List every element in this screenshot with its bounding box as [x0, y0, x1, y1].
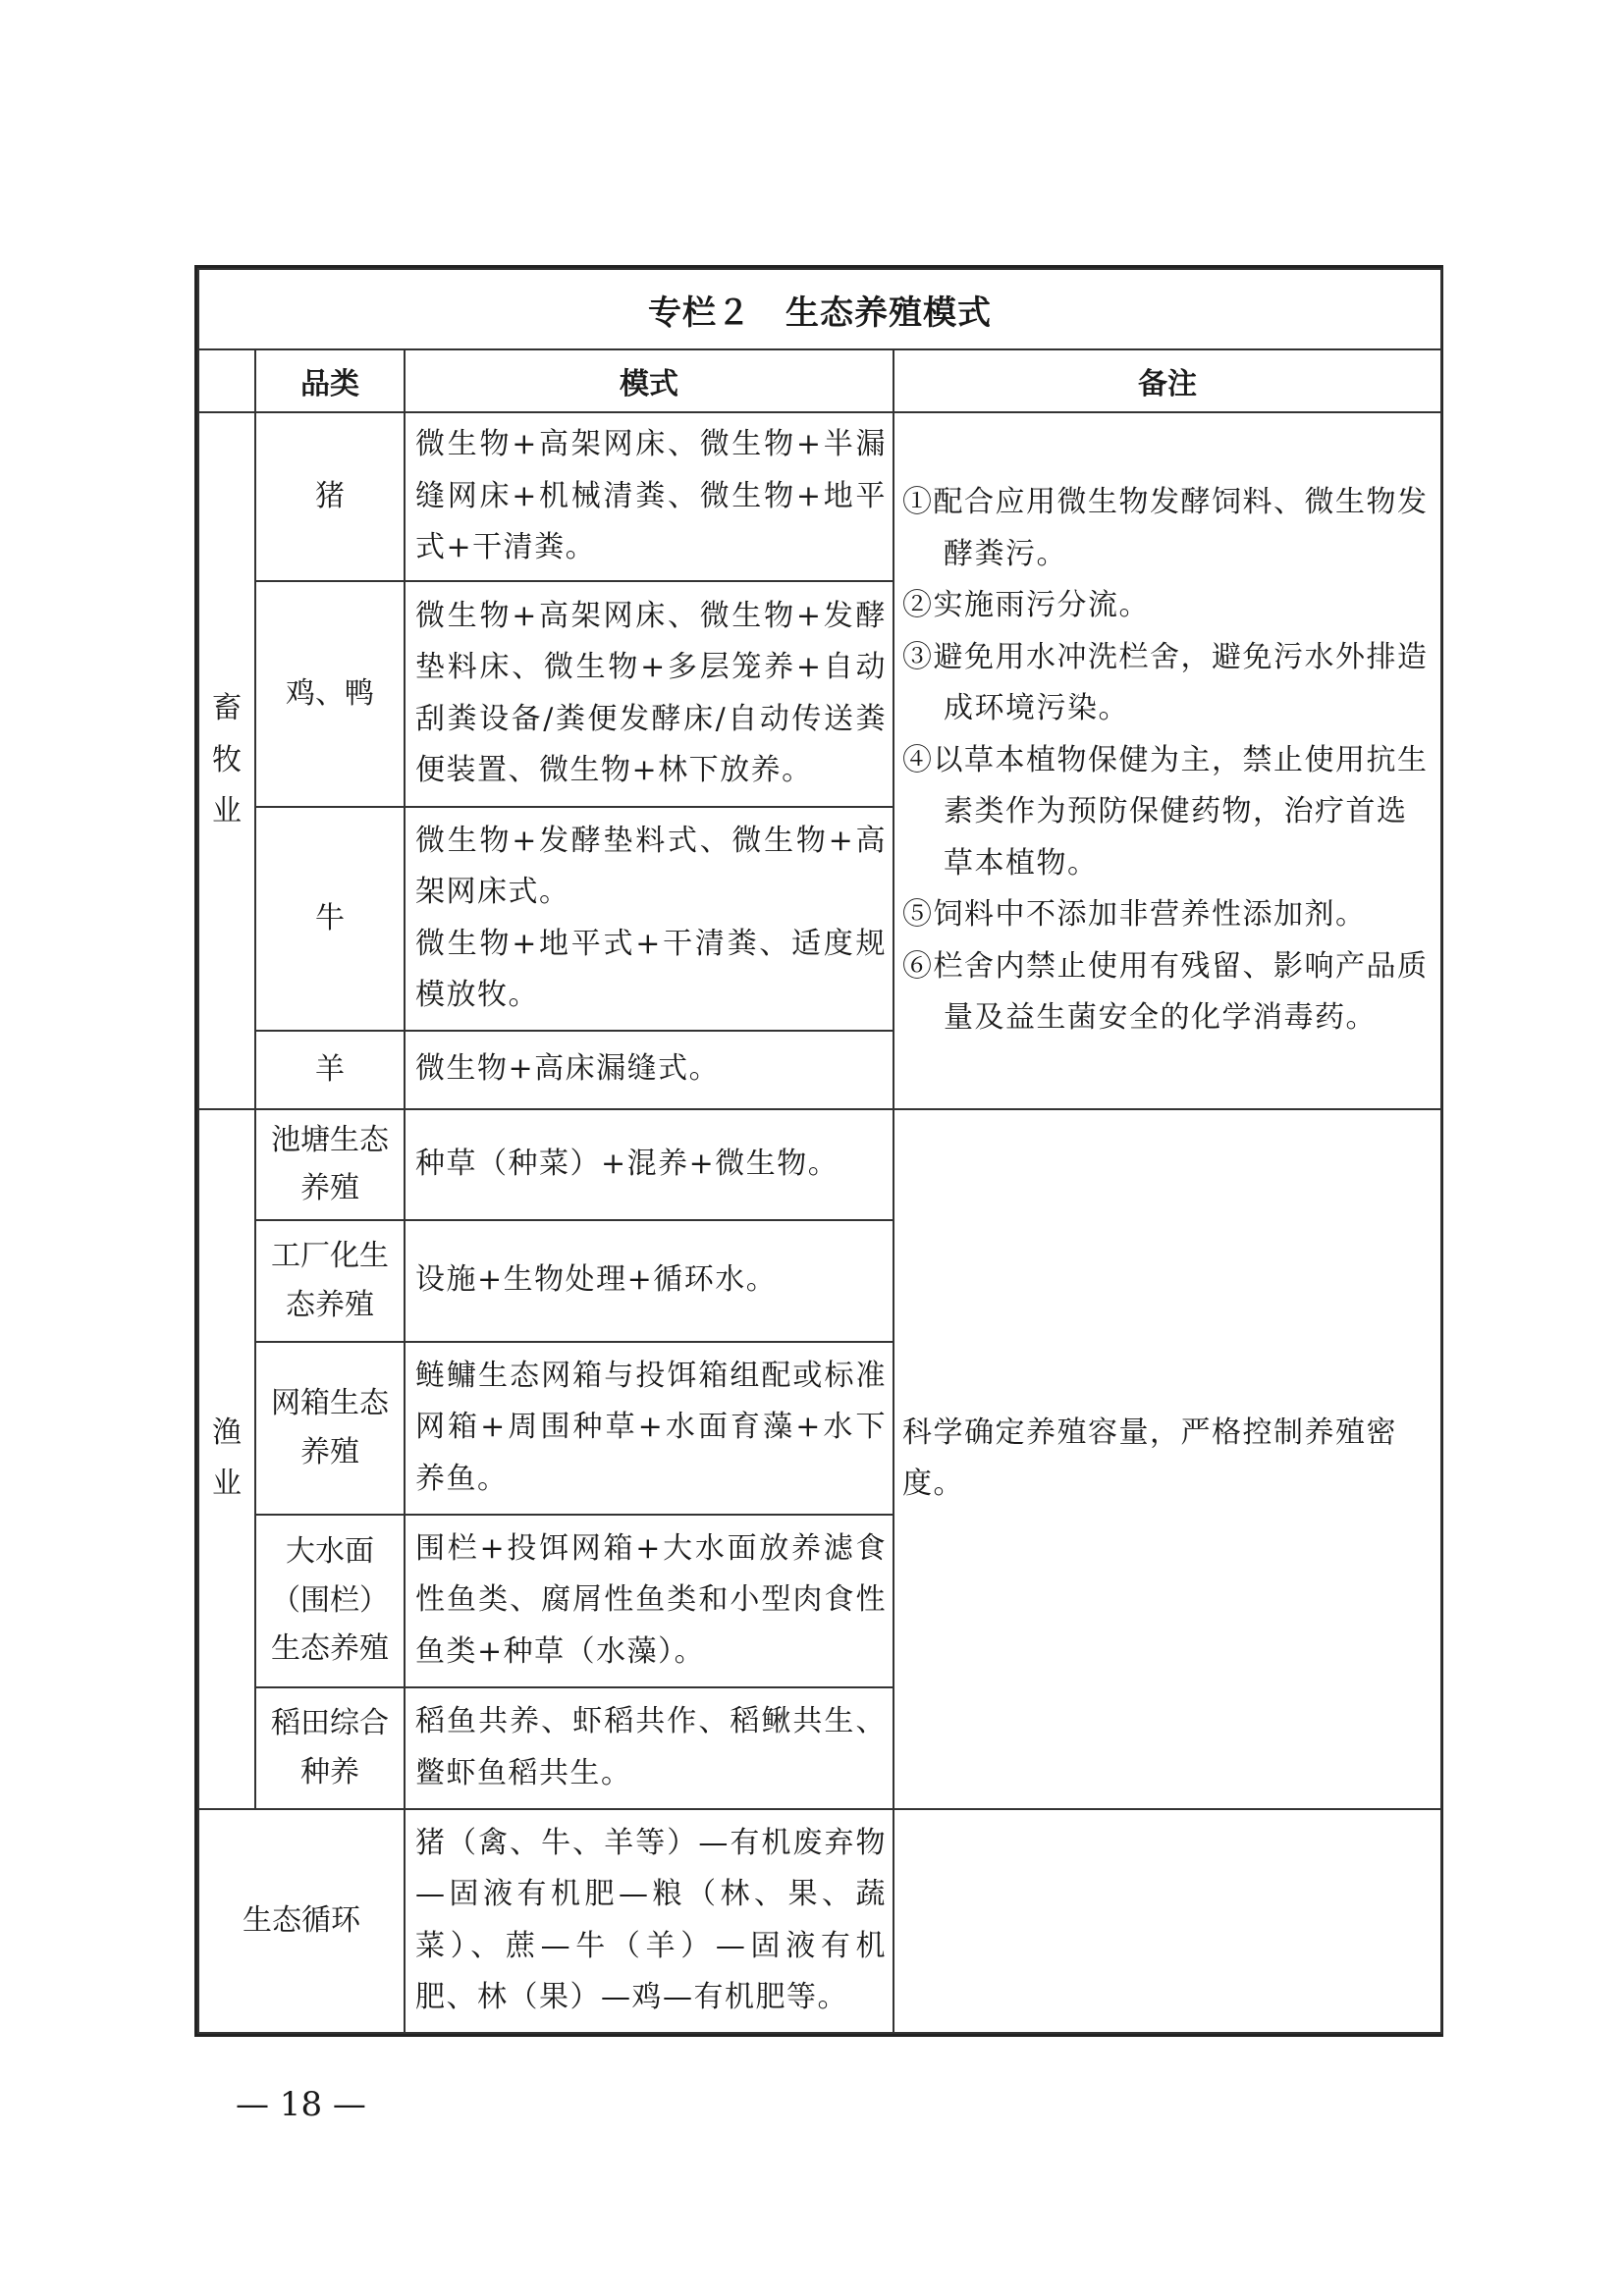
fishery-note: 科学确定养殖容量，严格控制养殖密度。	[893, 1109, 1441, 1809]
eco-breeding-table	[197, 268, 1442, 2034]
item-cell: 羊	[255, 1031, 405, 1109]
header-category: 品类	[255, 349, 405, 412]
mode-cell: 鲢鳙生态网箱与投饵箱组配或标准网箱+周围种草+水面育藻+水下养鱼。	[405, 1342, 893, 1515]
item-cell: 大水面（围栏）生态养殖	[255, 1515, 405, 1687]
mode-cell: 微生物+高架网床、微生物+发酵垫料床、微生物+多层笼养+自动刮粪设备/粪便发酵床/自动传送粪便装置、微生物+林下放养。	[405, 581, 893, 807]
section-label-text: 渔业	[212, 1415, 242, 1501]
mode-cell: 稻鱼共养、虾稻共作、稻鳅共生、鳖虾鱼稻共生。	[405, 1687, 893, 1809]
mode-cell: 设施+生物处理+循环水。	[405, 1220, 893, 1342]
item-cell: 工厂化生态养殖	[255, 1220, 405, 1342]
mode-cell: 微生物+高架网床、微生物+半漏缝网床+机械清粪、微生物+地平式+干清粪。	[405, 412, 893, 581]
page-number: — 18 —	[236, 2085, 366, 2124]
note-item: ⑤饲料中不添加非营养性添加剂。	[902, 897, 1367, 932]
table-row	[198, 412, 1441, 581]
note-item: ③避免用水冲洗栏舍，避免污水外排造成环境污染。	[902, 639, 1429, 725]
item-cell: 牛	[255, 807, 405, 1031]
mode-cell	[405, 807, 893, 1031]
cycle-note	[893, 1809, 1441, 2033]
note-item: ⑥栏舍内禁止使用有残留、影响产品质量及益生菌安全的化学消毒药。	[902, 948, 1429, 1035]
mode-line: 微生物+地平式+干清粪、适度规模放牧。	[415, 926, 887, 1012]
table-title: 专栏２ 生态养殖模式	[198, 269, 1441, 349]
item-cell: 网箱生态养殖	[255, 1342, 405, 1515]
item-cell: 猪	[255, 412, 405, 581]
section-label-cycle: 生态循环	[198, 1809, 405, 2033]
feature-box	[194, 265, 1443, 2037]
mode-cell: 猪（禽、牛、羊等）—有机废弃物—固液有机肥—粮（林、果、蔬菜）、蔗—牛（羊）—固液有机肥、林（果）—鸡—有机肥等。	[405, 1809, 893, 2033]
header-mode: 模式	[405, 349, 893, 412]
item-cell: 池塘生态养殖	[255, 1109, 405, 1220]
note-item: ④以草本植物保健为主，禁止使用抗生素类作为预防保健药物，治疗首选草本植物。	[902, 742, 1429, 881]
header-empty	[198, 349, 255, 412]
section-label-fishery	[198, 1109, 255, 1809]
table-row	[198, 1109, 1441, 1220]
header-note: 备注	[893, 349, 1441, 412]
note-item: ②实施雨污分流。	[902, 588, 1150, 622]
livestock-notes	[893, 412, 1441, 1109]
section-label-livestock	[198, 412, 255, 1109]
mode-line: 微生物+发酵垫料式、微生物+高架网床式。	[415, 823, 887, 909]
mode-cell: 种草（种菜）+混养+微生物。	[405, 1109, 893, 1220]
note-item: ①配合应用微生物发酵饲料、微生物发酵粪污。	[902, 485, 1429, 571]
item-cell: 鸡、鸭	[255, 581, 405, 807]
table-row	[198, 1809, 1441, 2033]
mode-cell: 围栏+投饵网箱+大水面放养滤食性鱼类、腐屑性鱼类和小型肉食性鱼类+种草（水藻）。	[405, 1515, 893, 1687]
mode-cell: 微生物+高床漏缝式。	[405, 1031, 893, 1109]
section-label-text: 畜牧业	[212, 691, 242, 828]
item-cell: 稻田综合种养	[255, 1687, 405, 1809]
